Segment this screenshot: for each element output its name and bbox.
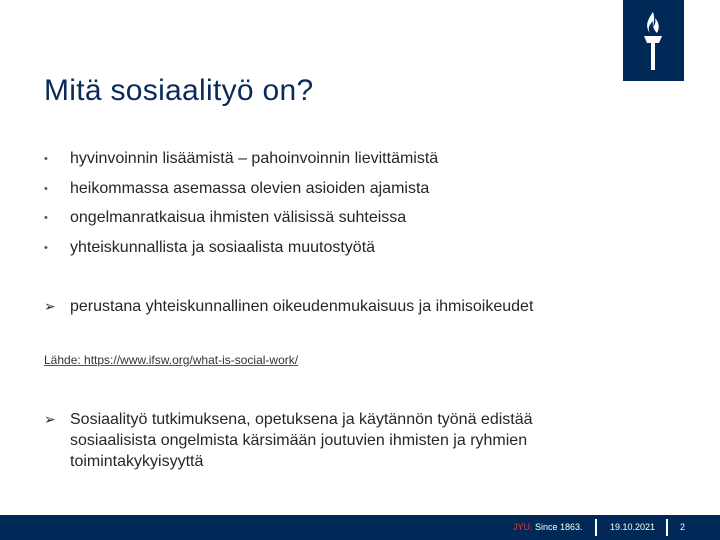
arrow-point-text <box>70 409 533 472</box>
footer-brand-jyu: JYU. <box>513 522 533 532</box>
bullet-icon: • <box>44 153 48 165</box>
bullet-icon: • <box>44 182 48 195</box>
bullet-icon: • <box>44 212 48 224</box>
list-item-text: hyvinvoinnin lisäämistä – pahoinvoinnin lievittämistä <box>70 150 439 167</box>
footer-bar <box>0 515 720 540</box>
list-item-text: heikommassa asemassa olevien asioiden ajamista <box>70 179 430 197</box>
page-title: Mitä sosiaalityö on? <box>44 74 314 107</box>
footer-divider <box>666 519 668 536</box>
source-link[interactable]: Lähde: https://www.ifsw.org/what-is-social-work/ <box>44 353 299 367</box>
torch-logo-icon <box>623 0 684 81</box>
footer-divider <box>595 519 597 536</box>
list-item-text: yhteiskunnallista ja sosiaalista muutostyötä <box>70 238 376 256</box>
university-logo <box>623 0 684 81</box>
arrow-bullet-icon: ➢ <box>44 411 56 427</box>
arrow-point-line: sosiaalisista ongelmista kärsimään joutuvien ihmisten ja ryhmien <box>70 432 528 449</box>
bullet-icon: • <box>44 241 48 254</box>
footer-brand <box>513 522 583 532</box>
arrow-point-line: Sosiaalityö tutkimuksena, opetuksena ja käytännön työnä edistää <box>70 411 533 428</box>
footer-date: 19.10.2021 <box>610 522 656 532</box>
footer-brand-since: Since 1863. <box>532 522 583 532</box>
arrow-point-line: toimintakykyisyyttä <box>70 453 204 470</box>
arrow-bullet-icon: ➢ <box>44 298 56 314</box>
arrow-point-text: perustana yhteiskunnallinen oikeudenmukaisuus ja ihmisoikeudet <box>70 298 534 315</box>
list-item-text: ongelmanratkaisua ihmisten välisissä suhteissa <box>70 209 407 226</box>
page-number: 2 <box>680 522 686 532</box>
